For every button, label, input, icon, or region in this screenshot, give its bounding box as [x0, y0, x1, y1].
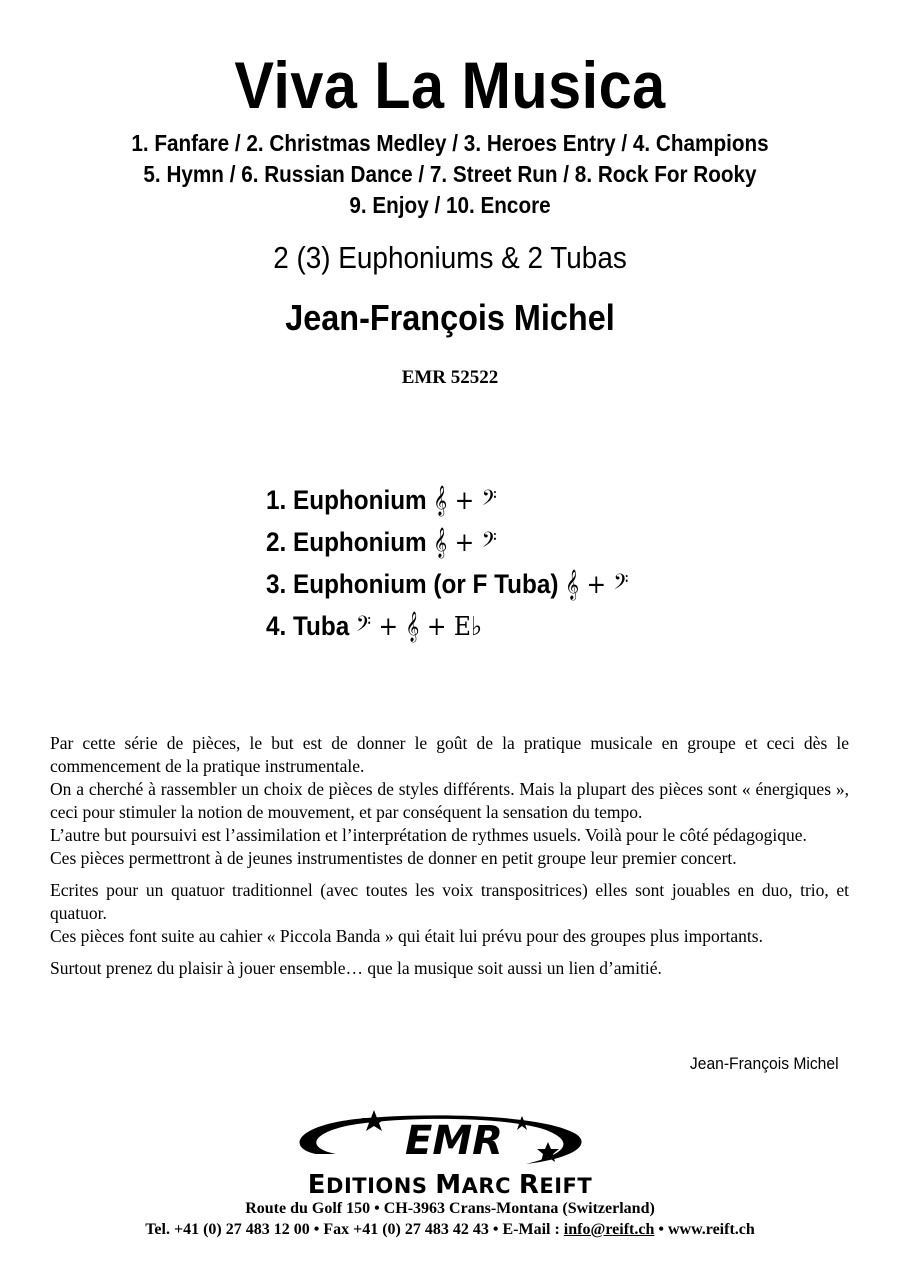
- publisher-part: DITIONS: [326, 1174, 436, 1198]
- parts-list: [266, 480, 669, 648]
- publisher-contact: [0, 1219, 900, 1240]
- preface-text: [50, 732, 849, 980]
- preface-paragraph: On a cherché à rassembler un choix de pièces de styles différents. Mais la plupart des pièces sont « énergiques », ceci pour stimuler la notion de mouvement, et par conséquent la sensation du tempo.: [50, 779, 849, 822]
- publisher-part: E: [307, 1170, 327, 1200]
- emr-logo: [246, 1108, 658, 1174]
- clef-icons: 𝄞 + 𝄢: [433, 528, 497, 558]
- email-link[interactable]: info@reift.ch: [563, 1221, 655, 1238]
- publisher-name: [0, 1172, 900, 1199]
- part-label: 4. Tuba: [266, 611, 350, 641]
- publisher-part: EIFT: [539, 1174, 593, 1198]
- clef-icons: 𝄞 + 𝄢: [433, 486, 497, 516]
- preface-paragraph: Ecrites pour un quatuor traditionnel (avec toutes les voix transpositrices) elles sont jouables en duo, trio, et quatuor.: [50, 880, 849, 923]
- preface-paragraph: Surtout prenez du plaisir à jouer ensemble… que la musique soit aussi un lien d’amitié.: [50, 958, 662, 978]
- preface-paragraph: L’autre but poursuivi est l’assimilation et l’interprétation de rythmes usuels. Voilà pour le côté pédagogique.: [50, 825, 807, 845]
- publisher-part: M: [435, 1170, 462, 1200]
- page-title: Viva La Musica: [234, 48, 666, 122]
- publisher-part: ARC: [461, 1174, 519, 1198]
- clef-icons: 𝄢 + 𝄞 + E♭: [356, 612, 482, 642]
- pieces-line: 1. Fanfare / 2. Christmas Medley / 3. Heroes Entry / 4. Champions: [131, 130, 769, 156]
- part-label: 3. Euphonium (or F Tuba): [266, 569, 559, 599]
- preface-paragraph: Par cette série de pièces, le but est de donner le goût de la pratique musicale en groupe et ceci dès le commencement de la pratique instrumentale.: [50, 733, 849, 776]
- pieces-line: 5. Hymn / 6. Russian Dance / 7. Street Run / 8. Rock For Rooky: [143, 161, 757, 187]
- part-label: 2. Euphonium: [266, 527, 427, 557]
- part-label: 1. Euphonium: [266, 485, 427, 515]
- composer-name: Jean-François Michel: [285, 297, 615, 338]
- part-item: [266, 606, 629, 648]
- publisher-part: R: [518, 1170, 540, 1200]
- part-item: [266, 480, 629, 522]
- publisher-address: Route du Golf 150 • CH-3963 Crans-Montana (Switzerland): [245, 1200, 655, 1217]
- preface-paragraph: Ces pièces permettront à de jeunes instrumentistes de donner en petit groupe leur premier concert.: [50, 848, 737, 868]
- star-icon: [362, 1110, 386, 1131]
- contact-phone-fax: Tel. +41 (0) 27 483 12 00 • Fax +41 (0) 27 483 42 43 • E-Mail :: [145, 1221, 564, 1238]
- contact-website: • www.reift.ch: [654, 1221, 755, 1238]
- pieces-list: [0, 128, 900, 221]
- clef-icons: 𝄞 + 𝄢: [565, 570, 629, 600]
- logo-text: EMR: [405, 1118, 503, 1164]
- preface-paragraph: Ces pièces font suite au cahier « Piccola Banda » qui était lui prévu pour des groupes plus importants.: [50, 926, 763, 946]
- catalog-number: EMR 52522: [401, 367, 499, 388]
- instrumentation: 2 (3) Euphoniums & 2 Tubas: [273, 240, 627, 275]
- part-item: [266, 522, 629, 564]
- preface-signature: Jean-François Michel: [690, 1054, 839, 1073]
- pieces-line: 9. Enjoy / 10. Encore: [349, 192, 551, 218]
- part-item: [266, 564, 629, 606]
